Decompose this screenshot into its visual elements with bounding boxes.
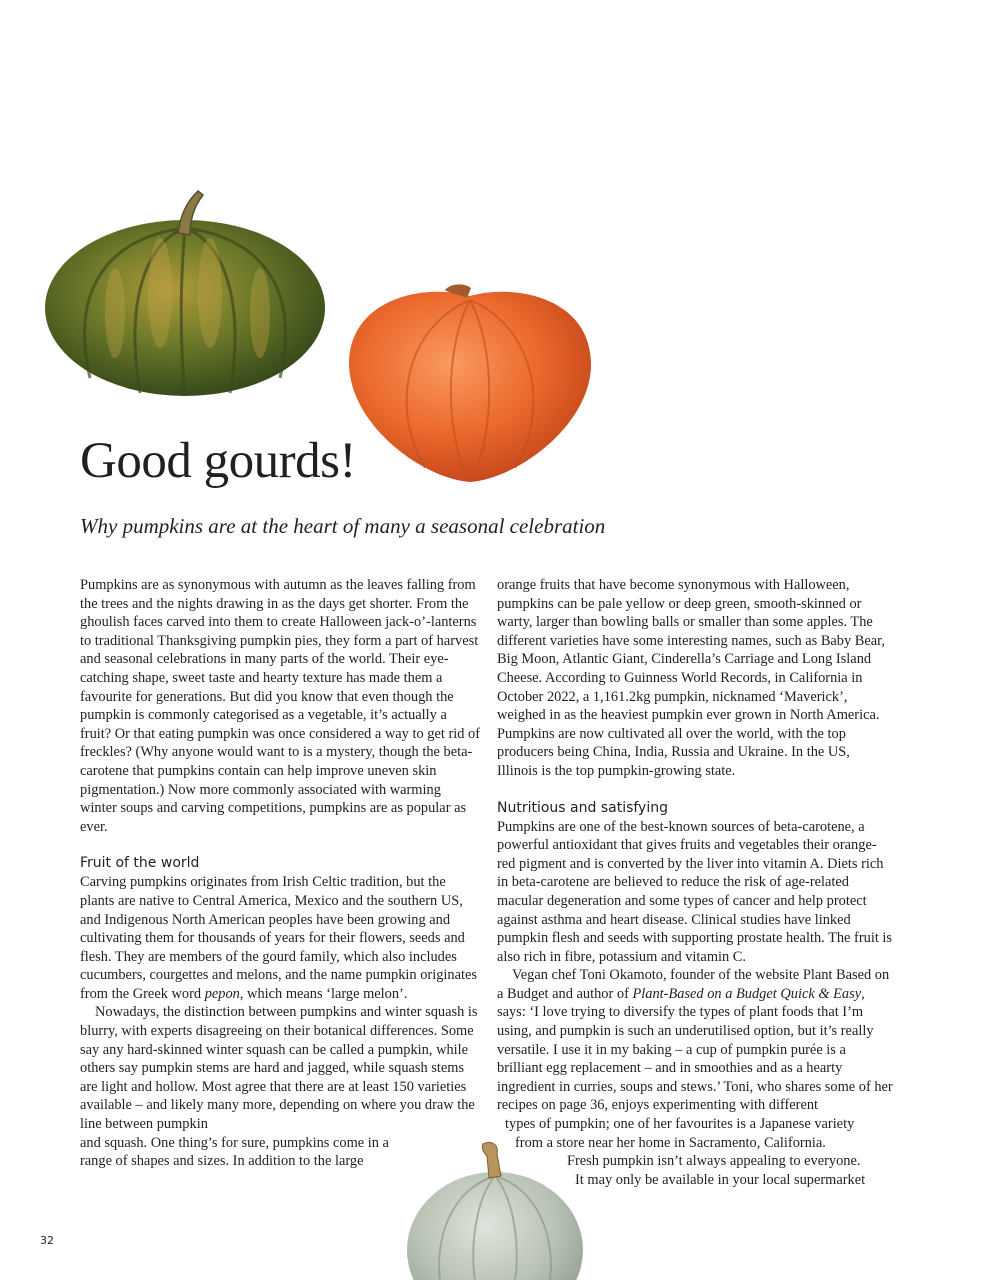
- left-column: [80, 576, 480, 1171]
- body-paragraph: Nowadays, the distinction between pumpkins and winter squash is blurry, with experts disagreeing on their botanical differences. Some say any hard-skinned winter squash can be called a pumpkin, while others say pumpkin stems are hard and jagged, while squash stems are light and hollow. Most agree that there are at least 150 varieties available – and likely many more, depending on where you draw the line between pumpkin: [80, 1004, 478, 1133]
- body-paragraph: orange fruits that have become synonymous with Halloween, pumpkins can be pale yellow or deep green, smooth-skinned or warty, larger than bowling balls or smaller than some apples. The different varieties have some interesting names, such as Baby Bear, Big Moon, Atlantic Giant, Cinderella’s Carriage and Long Island Cheese. According to Guinness World Records, in California in October 2022, a 1,161.2kg pumpkin, nicknamed ‘Maverick’, weighed in as the heaviest pumpkin ever grown in North America. Pumpkins are now cultivated all over the world, with the top producers being China, India, Russia and Ukraine. In the US, Illinois is the top pumpkin-growing state.: [497, 577, 885, 779]
- body-paragraph-line: types of pumpkin; one of her favourites is a Japanese variety: [505, 1116, 855, 1133]
- section-heading-nutritious-and-satisfying: Nutritious and satisfying: [497, 799, 668, 816]
- intro-paragraph: Pumpkins are as synonymous with autumn as the leaves falling from the trees and the nights drawing in as the days get shorter. From the ghoulish faces carved into them to create Halloween jack-o’-lanterns to traditional Thanksgiving pumpkin pies, they form a part of harvest and seasonal celebrations in many parts of the world. Their eye-catching shape, sweet taste and hearty texture has made them a favourite for generations. But did you know that even though the pumpkin is commonly categorised as a vegetable, it’s actually a fruit? Or that eating pumpkin was once considered a way to get rid of freckles? (Why anyone would want to is a mystery, though the beta-carotene that pumpkins contain can help improve uneven skin pigmentation.) Now more commonly associated with warming winter soups and carving competitions, pumpkins are as popular as ever.: [80, 577, 481, 835]
- article-subtitle: Why pumpkins are at the heart of many a seasonal celebration: [80, 514, 606, 538]
- body-paragraph-line: and squash. One thing’s for sure, pumpkins come in a: [80, 1134, 389, 1151]
- orange-pumpkin-image: [345, 278, 595, 483]
- body-paragraph-line: Fresh pumpkin isn’t always appealing to everyone.: [567, 1153, 861, 1170]
- body-paragraph: Vegan chef Toni Okamoto, founder of the website Plant Based on a Budget and author of Plant-Based on a Budget Quick & Easy, says: ‘I love trying to diversify the types of plant foods that I’m using, and pumpkin is such an underutilised option, but it’s really versatile. I use it in my baking – a cup of pumpkin purée is a brilliant egg replacement – and in smoothies and as a hearty ingredient in curries, soups and stews.’ Toni, who shares some of her recipes on page 36, enjoys experimenting with different: [497, 967, 893, 1114]
- body-paragraph-line: range of shapes and sizes. In addition to the large: [80, 1153, 364, 1170]
- body-paragraph-line: It may only be available in your local supermarket: [575, 1171, 866, 1188]
- right-column: [497, 576, 893, 1189]
- section-heading-fruit-of-the-world: Fruit of the world: [80, 855, 200, 872]
- green-pumpkin-image: [30, 183, 330, 403]
- article-title: Good gourds!: [80, 433, 356, 489]
- body-paragraph-line: from a store near her home in Sacramento, California.: [515, 1134, 826, 1151]
- page-number: 32: [40, 1234, 54, 1247]
- body-paragraph: Pumpkins are one of the best-known sources of beta-carotene, a powerful antioxidant that gives fruits and vegetables their orange-red pigment and is converted by the liver into vitamin A. Diets rich in beta-carotene are believed to reduce the risk of age-related macular degeneration and some types of cancer and help protect against asthma and heart disease. Clinical studies have linked pumpkin flesh and seeds with supporting prostate health. The fruit is also rich in fibre, potassium and vitamin C.: [497, 818, 893, 965]
- body-paragraph: Carving pumpkins originates from Irish Celtic tradition, but the plants are native to Central America, Mexico and the southern US, and Indigenous North American peoples have been growing and cultivating them for thousands of years for their flowers, seeds and flesh. They are members of the gourd family, which also includes cucumbers, courgettes and melons, and the name pumpkin originates from the Greek word pepon, which means ‘large melon’.: [80, 874, 477, 1002]
